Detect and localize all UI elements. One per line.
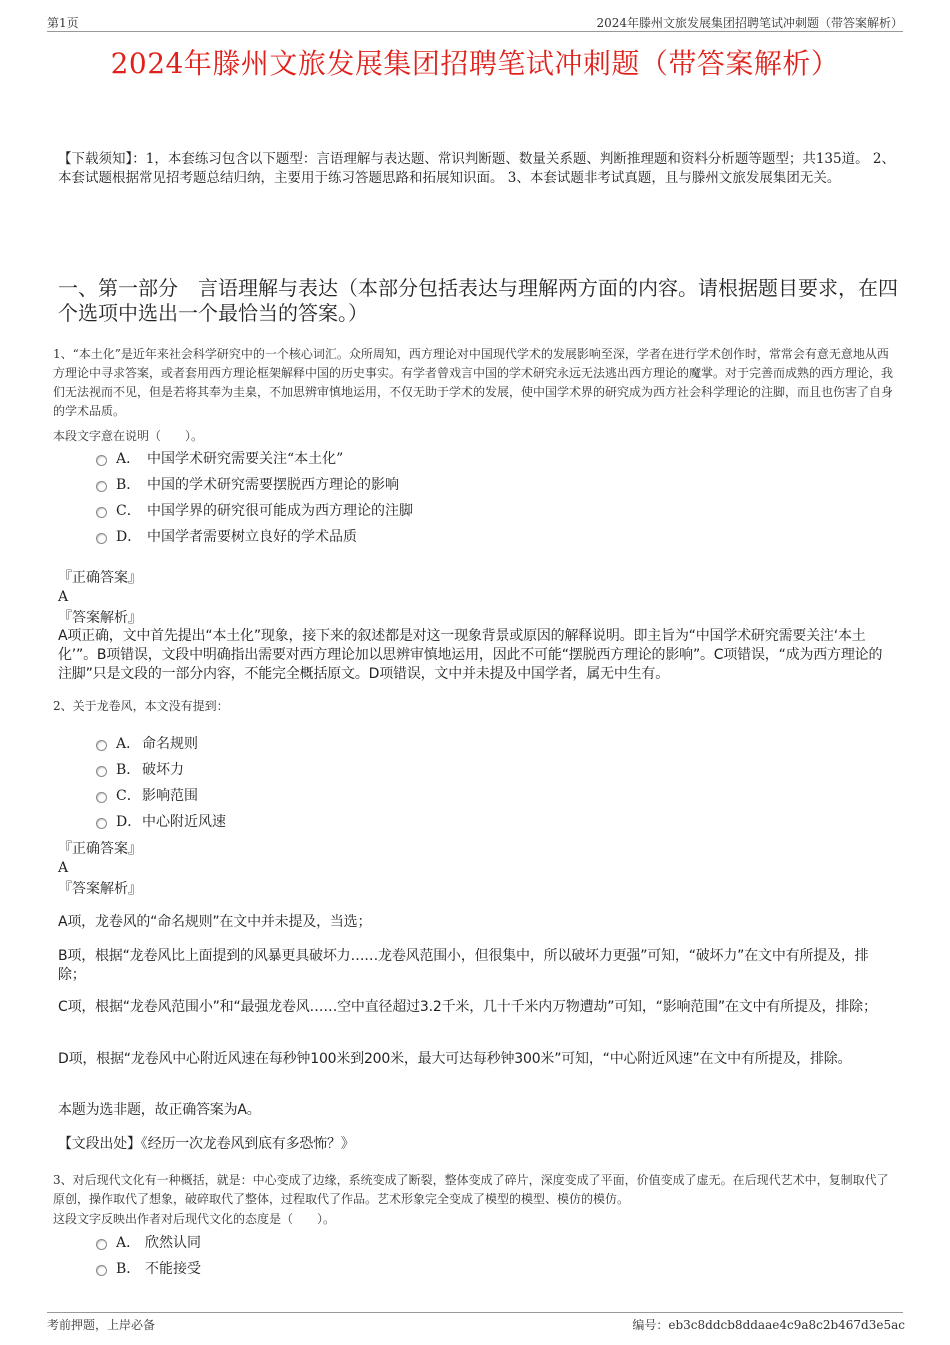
q3-option-a[interactable] xyxy=(96,1233,201,1253)
radio-icon[interactable] xyxy=(96,507,107,518)
option-text: 欣然认同 xyxy=(145,1235,201,1251)
option-text: 不能接受 xyxy=(145,1261,201,1277)
option-text: 命名规则 xyxy=(142,736,198,752)
question-2-text: 2、关于龙卷风，本文没有提到： xyxy=(53,699,229,713)
q2-analysis-a: A项，龙卷风的“命名规则”在文中并未提及，当选； xyxy=(58,914,372,930)
header-doc-title: 2024年滕州文旅发展集团招聘笔试冲刺题（带答案解析） xyxy=(596,16,903,30)
q1-analysis: A项正确，文中首先提出“本土化”现象，接下来的叙述都是对这一现象背景或原因的解释说明。即主旨为“中国学术研究需要关注‘本土化’”。B项错误，文段中明确指出需要对西方理论加以思辨审慎地运用，因此不可能“摆脱西方理论的影响”。C项错误，“成为西方理论的注脚”只是文段的一部分内容，不能完全概括原文。D项错误，文中并未提及中国学者，属无中生有。 xyxy=(58,628,883,682)
q1-option-a[interactable] xyxy=(96,449,343,469)
q1-option-d[interactable] xyxy=(96,527,357,547)
q2-source: 【文段出处】《经历一次龙卷风到底有多恐怖？》 xyxy=(58,1136,355,1152)
q2-answer-label: 『正确答案』 xyxy=(58,841,142,857)
radio-icon[interactable] xyxy=(96,1239,107,1250)
radio-icon[interactable] xyxy=(96,1265,107,1276)
radio-icon[interactable] xyxy=(96,455,107,466)
q2-option-d[interactable] xyxy=(96,812,226,832)
option-letter: A． xyxy=(116,736,141,752)
q2-analysis-label: 『答案解析』 xyxy=(58,881,142,897)
document-title: 2024年滕州文旅发展集团招聘笔试冲刺题（带答案解析） xyxy=(110,47,840,80)
option-text: 中国学者需要树立良好的学术品质 xyxy=(147,529,357,545)
option-letter: A． xyxy=(116,451,141,467)
q3-option-b[interactable] xyxy=(96,1259,201,1279)
question-3-prompt: 这段文字反映出作者对后现代文化的态度是（ ）。 xyxy=(53,1212,336,1226)
option-letter: B． xyxy=(116,762,141,778)
q2-answer: A xyxy=(58,860,69,876)
option-text: 中国的学术研究需要摆脱西方理论的影响 xyxy=(147,477,399,493)
radio-icon[interactable] xyxy=(96,533,107,544)
question-1-prompt: 本段文字意在说明（ ）。 xyxy=(53,429,204,443)
header-divider xyxy=(47,31,903,32)
q2-option-b[interactable] xyxy=(96,760,184,780)
q1-answer: A xyxy=(58,589,69,605)
section-title: 一、第一部分 言语理解与表达（本部分包括表达与理解两方面的内容。请根据题目要求，在四个选项中选出一个最恰当的答案。） xyxy=(58,276,898,325)
page-number: 第1页 xyxy=(47,16,79,30)
option-text: 中国学界的研究很可能成为西方理论的注脚 xyxy=(147,503,413,519)
q2-analysis-conclusion: 本题为选非题，故正确答案为A。 xyxy=(58,1102,261,1118)
q1-analysis-label: 『答案解析』 xyxy=(58,610,142,626)
q2-analysis-d: D项，根据“龙卷风中心附近风速在每秒钟100米到200米，最大可达每秒钟300米”可知，“中心附近风速”在文中有所提及，排除。 xyxy=(58,1051,852,1067)
radio-icon[interactable] xyxy=(96,792,107,803)
option-text: 破坏力 xyxy=(142,762,184,778)
q2-analysis-c: C项，根据“龙卷风范围小”和“最强龙卷风……空中直径超过3.2千米，几十千米内万物遭劫”可知，“影响范围”在文中有所提及，排除； xyxy=(58,999,877,1015)
radio-icon[interactable] xyxy=(96,481,107,492)
option-letter: B． xyxy=(116,1261,141,1277)
radio-icon[interactable] xyxy=(96,818,107,829)
q2-option-c[interactable] xyxy=(96,786,198,806)
option-text: 影响范围 xyxy=(142,788,198,804)
footer-serial: 编号：eb3c8ddcb8ddaae4c9a8c2b467d3e5ac xyxy=(632,1318,905,1332)
option-text: 中国学术研究需要关注“本土化” xyxy=(147,451,344,467)
option-letter: A． xyxy=(116,1235,141,1251)
q1-option-b[interactable] xyxy=(96,475,399,495)
question-1-text: 1、“本土化”是近年来社会科学研究中的一个核心词汇。众所周知，西方理论对中国现代学术的发展影响至深，学者在进行学术创作时，常常会有意无意地从西方理论中寻求答案，或者套用西方理论框架解释中国的历史事实。有学者曾戏言中国的学术研究永远无法逃出西方理论的魔掌。对于完善而成熟的西方理论，我们无法视而不见，但是若将其奉为圭臬，不加思辨审慎地运用，不仅无助于学术的发展，使中国学术界的研究成为西方社会科学理论的注脚，而且也伤害了自身的学术品质。 xyxy=(53,347,894,418)
option-text: 中心附近风速 xyxy=(142,814,226,830)
radio-icon[interactable] xyxy=(96,740,107,751)
option-letter: B． xyxy=(116,477,141,493)
q2-analysis-b: B项，根据“龙卷风比上面提到的风暴更具破坏力……龙卷风范围小，但很集中，所以破坏力更强”可知，“破坏力”在文中有所提及，排除； xyxy=(58,948,869,983)
option-letter: C． xyxy=(116,788,141,804)
download-notice: 【下载须知】：1，本套练习包含以下题型：言语理解与表达题、常识判断题、数量关系题、判断推理题和资料分析题等题型；共135道。 2、本套试题根据常见招考题总结归纳，主要用于练习答题思路和拓展知识面。 3、本套试题非考试真题，且与滕州文旅发展集团无关。 xyxy=(58,151,895,186)
option-letter: D． xyxy=(116,814,142,830)
q1-answer-label: 『正确答案』 xyxy=(58,570,142,586)
q1-option-c[interactable] xyxy=(96,501,413,521)
radio-icon[interactable] xyxy=(96,766,107,777)
q2-option-a[interactable] xyxy=(96,734,198,754)
option-letter: C． xyxy=(116,503,141,519)
question-3-text: 3、对后现代文化有一种概括，就是：中心变成了边缘，系统变成了断裂，整体变成了碎片，深度变成了平面，价值变成了虚无。在后现代艺术中，复制取代了原创，操作取代了想象，破碎取代了整体，过程取代了作品。艺术形象完全变成了模型的模型、模仿的模仿。 xyxy=(53,1173,889,1206)
footer-slogan: 考前押题，上岸必备 xyxy=(47,1318,156,1332)
footer-divider xyxy=(47,1312,903,1313)
option-letter: D． xyxy=(116,529,142,545)
